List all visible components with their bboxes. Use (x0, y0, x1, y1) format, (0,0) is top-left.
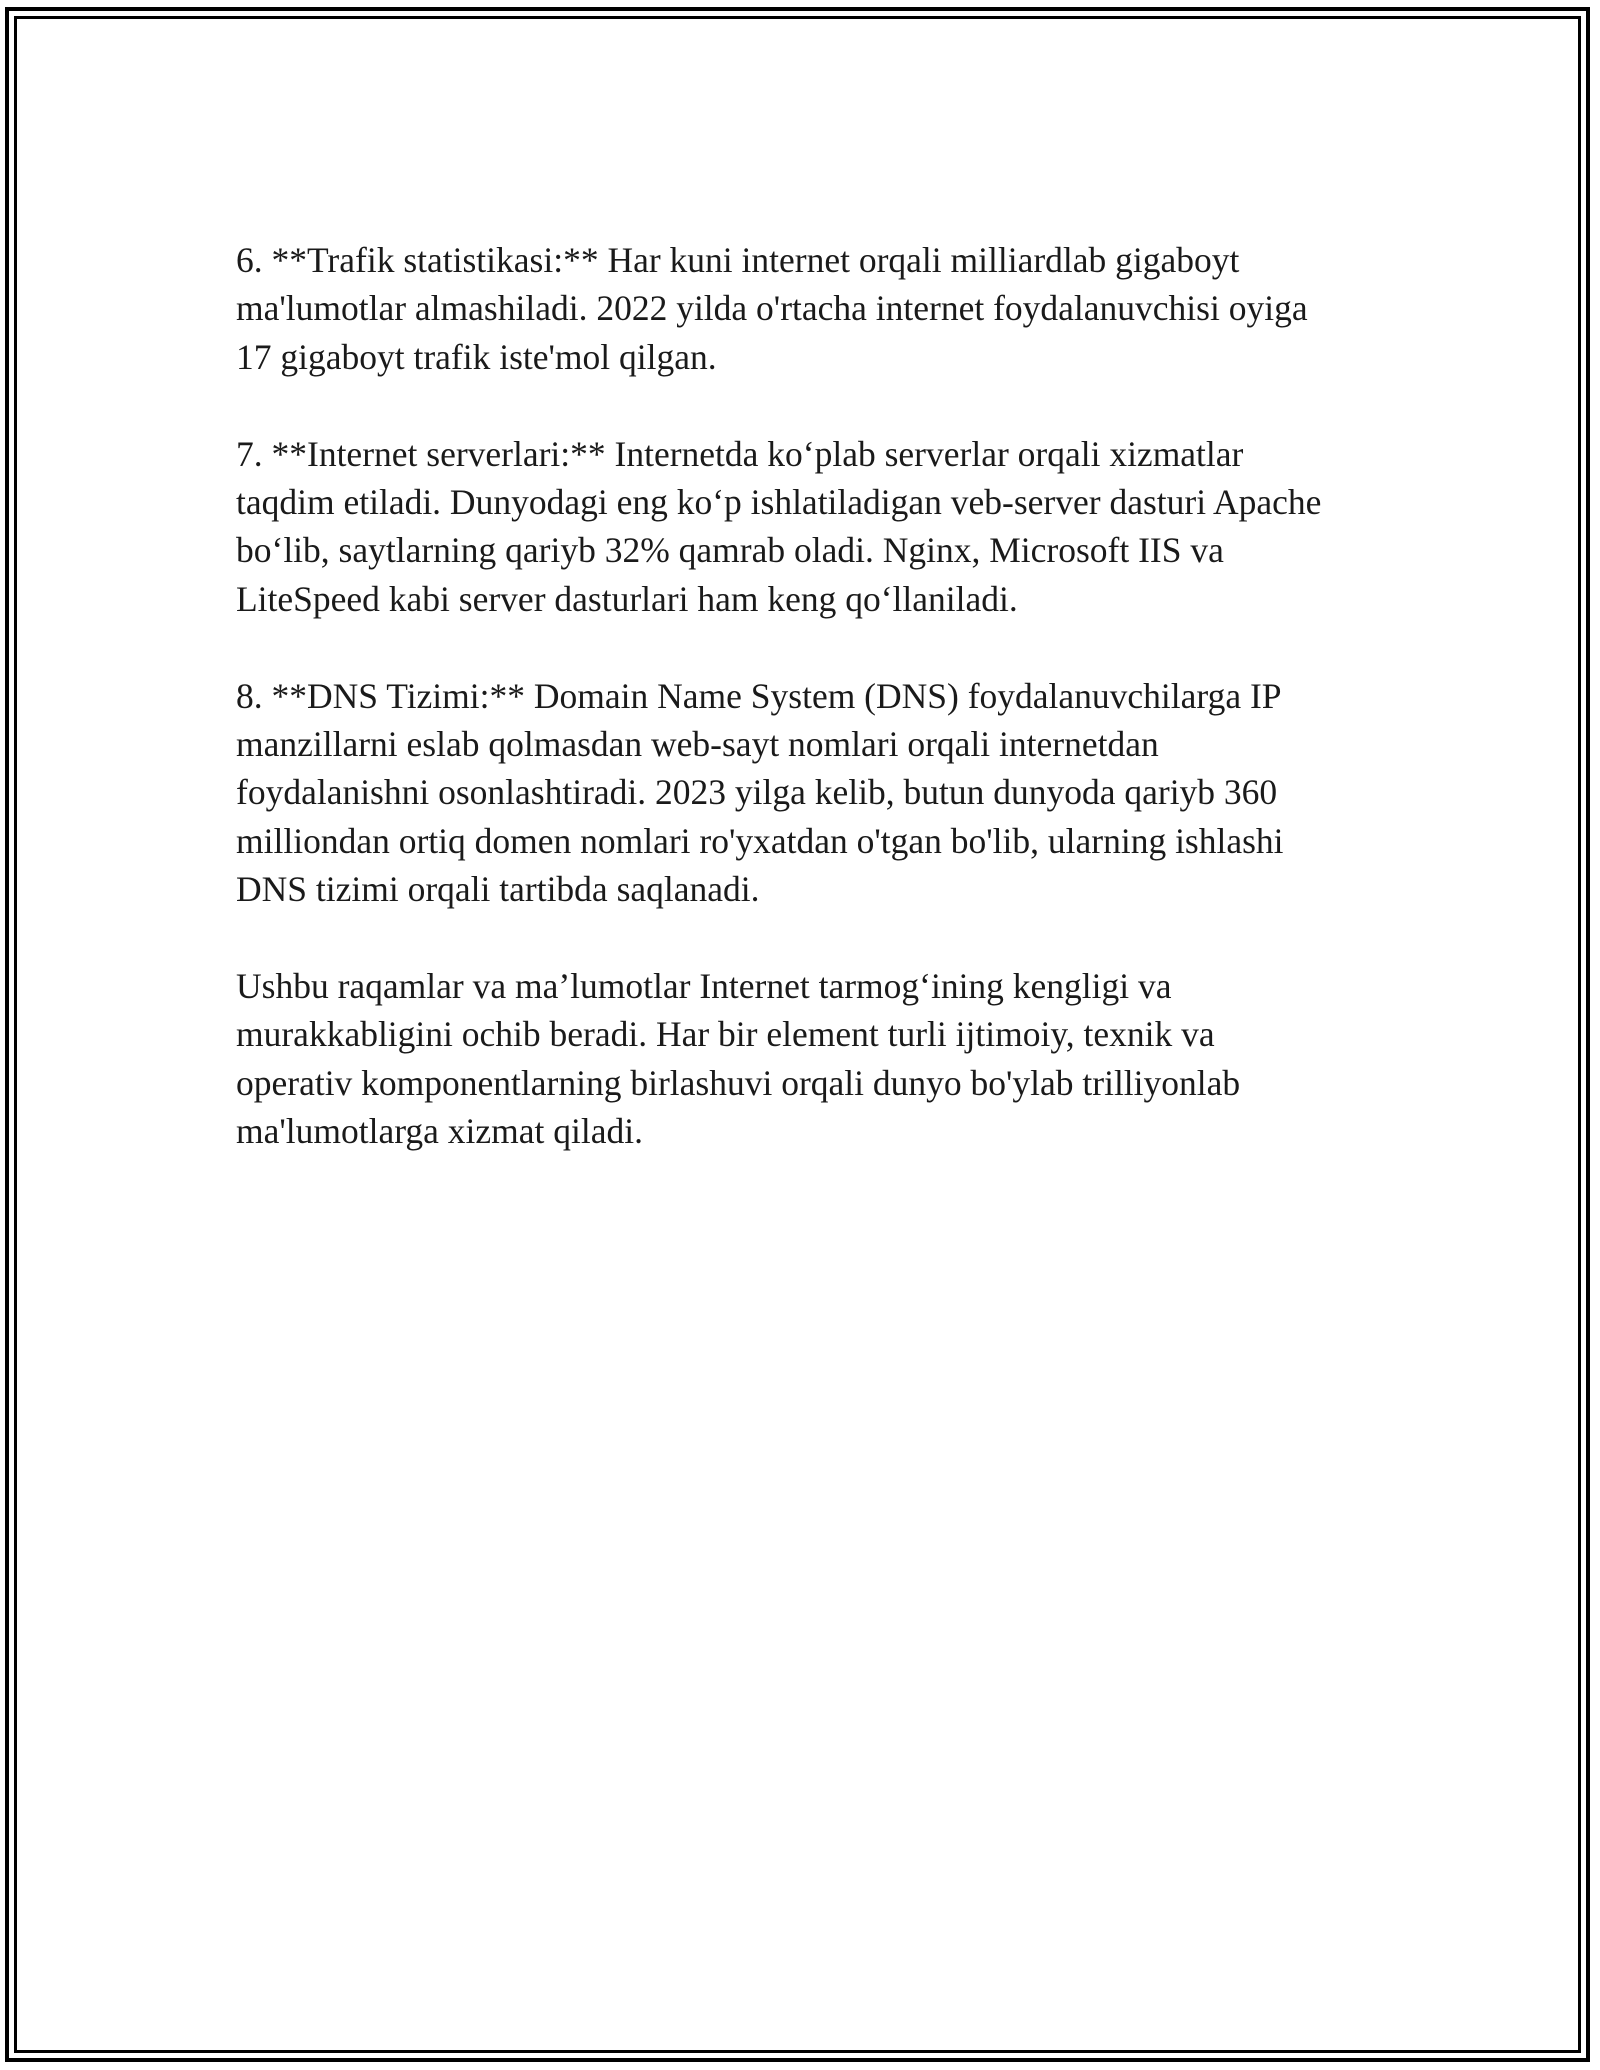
text-line: 6. **Trafik statistikasi:** Har kuni internet orqali milliardlab gigaboyt (236, 240, 1240, 280)
paragraph-dns-system (236, 672, 1386, 914)
text-line: ma'lumotlar almashiladi. 2022 yilda o'rtacha internet foydalanuvchisi oyiga (236, 288, 1308, 329)
text-line: milliondan ortiq domen nomlari ro'yxatdan o'tgan bo'lib, ularning ishlashi (236, 820, 1284, 861)
text-line: 8. **DNS Tizimi:** Domain Name System (DNS) foydalanuvchilarga IP (236, 675, 1282, 716)
text-line: manzillarni eslab qolmasdan web-sayt nomlari orqali internetdan (236, 724, 1159, 765)
text-line: ma'lumotlarga xizmat qiladi. (236, 1111, 643, 1152)
text-line: murakkabligini ochib beradi. Har bir element turli ijtimoiy, texnik va (236, 1014, 1215, 1055)
paragraph-conclusion (236, 962, 1386, 1156)
text-line: LiteSpeed kabi server dasturlari ham keng qo‘llaniladi. (236, 578, 1018, 619)
text-line: 7. **Internet serverlari:** Internetda ko‘plab serverlar orqali xizmatlar (236, 433, 1244, 474)
text-line: bo‘lib, saytlarning qariyb 32% qamrab oladi. Nginx, Microsoft IIS va (236, 530, 1224, 571)
text-line: operativ komponentlarning birlashuvi orqali dunyo bo'ylab trilliyonlab (236, 1062, 1241, 1103)
text-line: DNS tizimi orqali tartibda saqlanadi. (236, 869, 760, 910)
paragraph-internet-servers (236, 430, 1386, 624)
text-line: 17 gigaboyt trafik iste'mol qilgan. (236, 336, 717, 377)
text-line: Ushbu raqamlar va ma’lumotlar Internet tarmog‘ining kengligi va (236, 966, 1172, 1007)
document-body (236, 236, 1386, 1204)
text-line: taqdim etiladi. Dunyodagi eng ko‘p ishlatiladigan veb-server dasturi Apache (236, 482, 1322, 523)
paragraph-traffic-statistics (236, 236, 1386, 381)
text-line: foydalanishni osonlashtiradi. 2023 yilga kelib, butun dunyoda qariyb 360 (236, 772, 1278, 813)
